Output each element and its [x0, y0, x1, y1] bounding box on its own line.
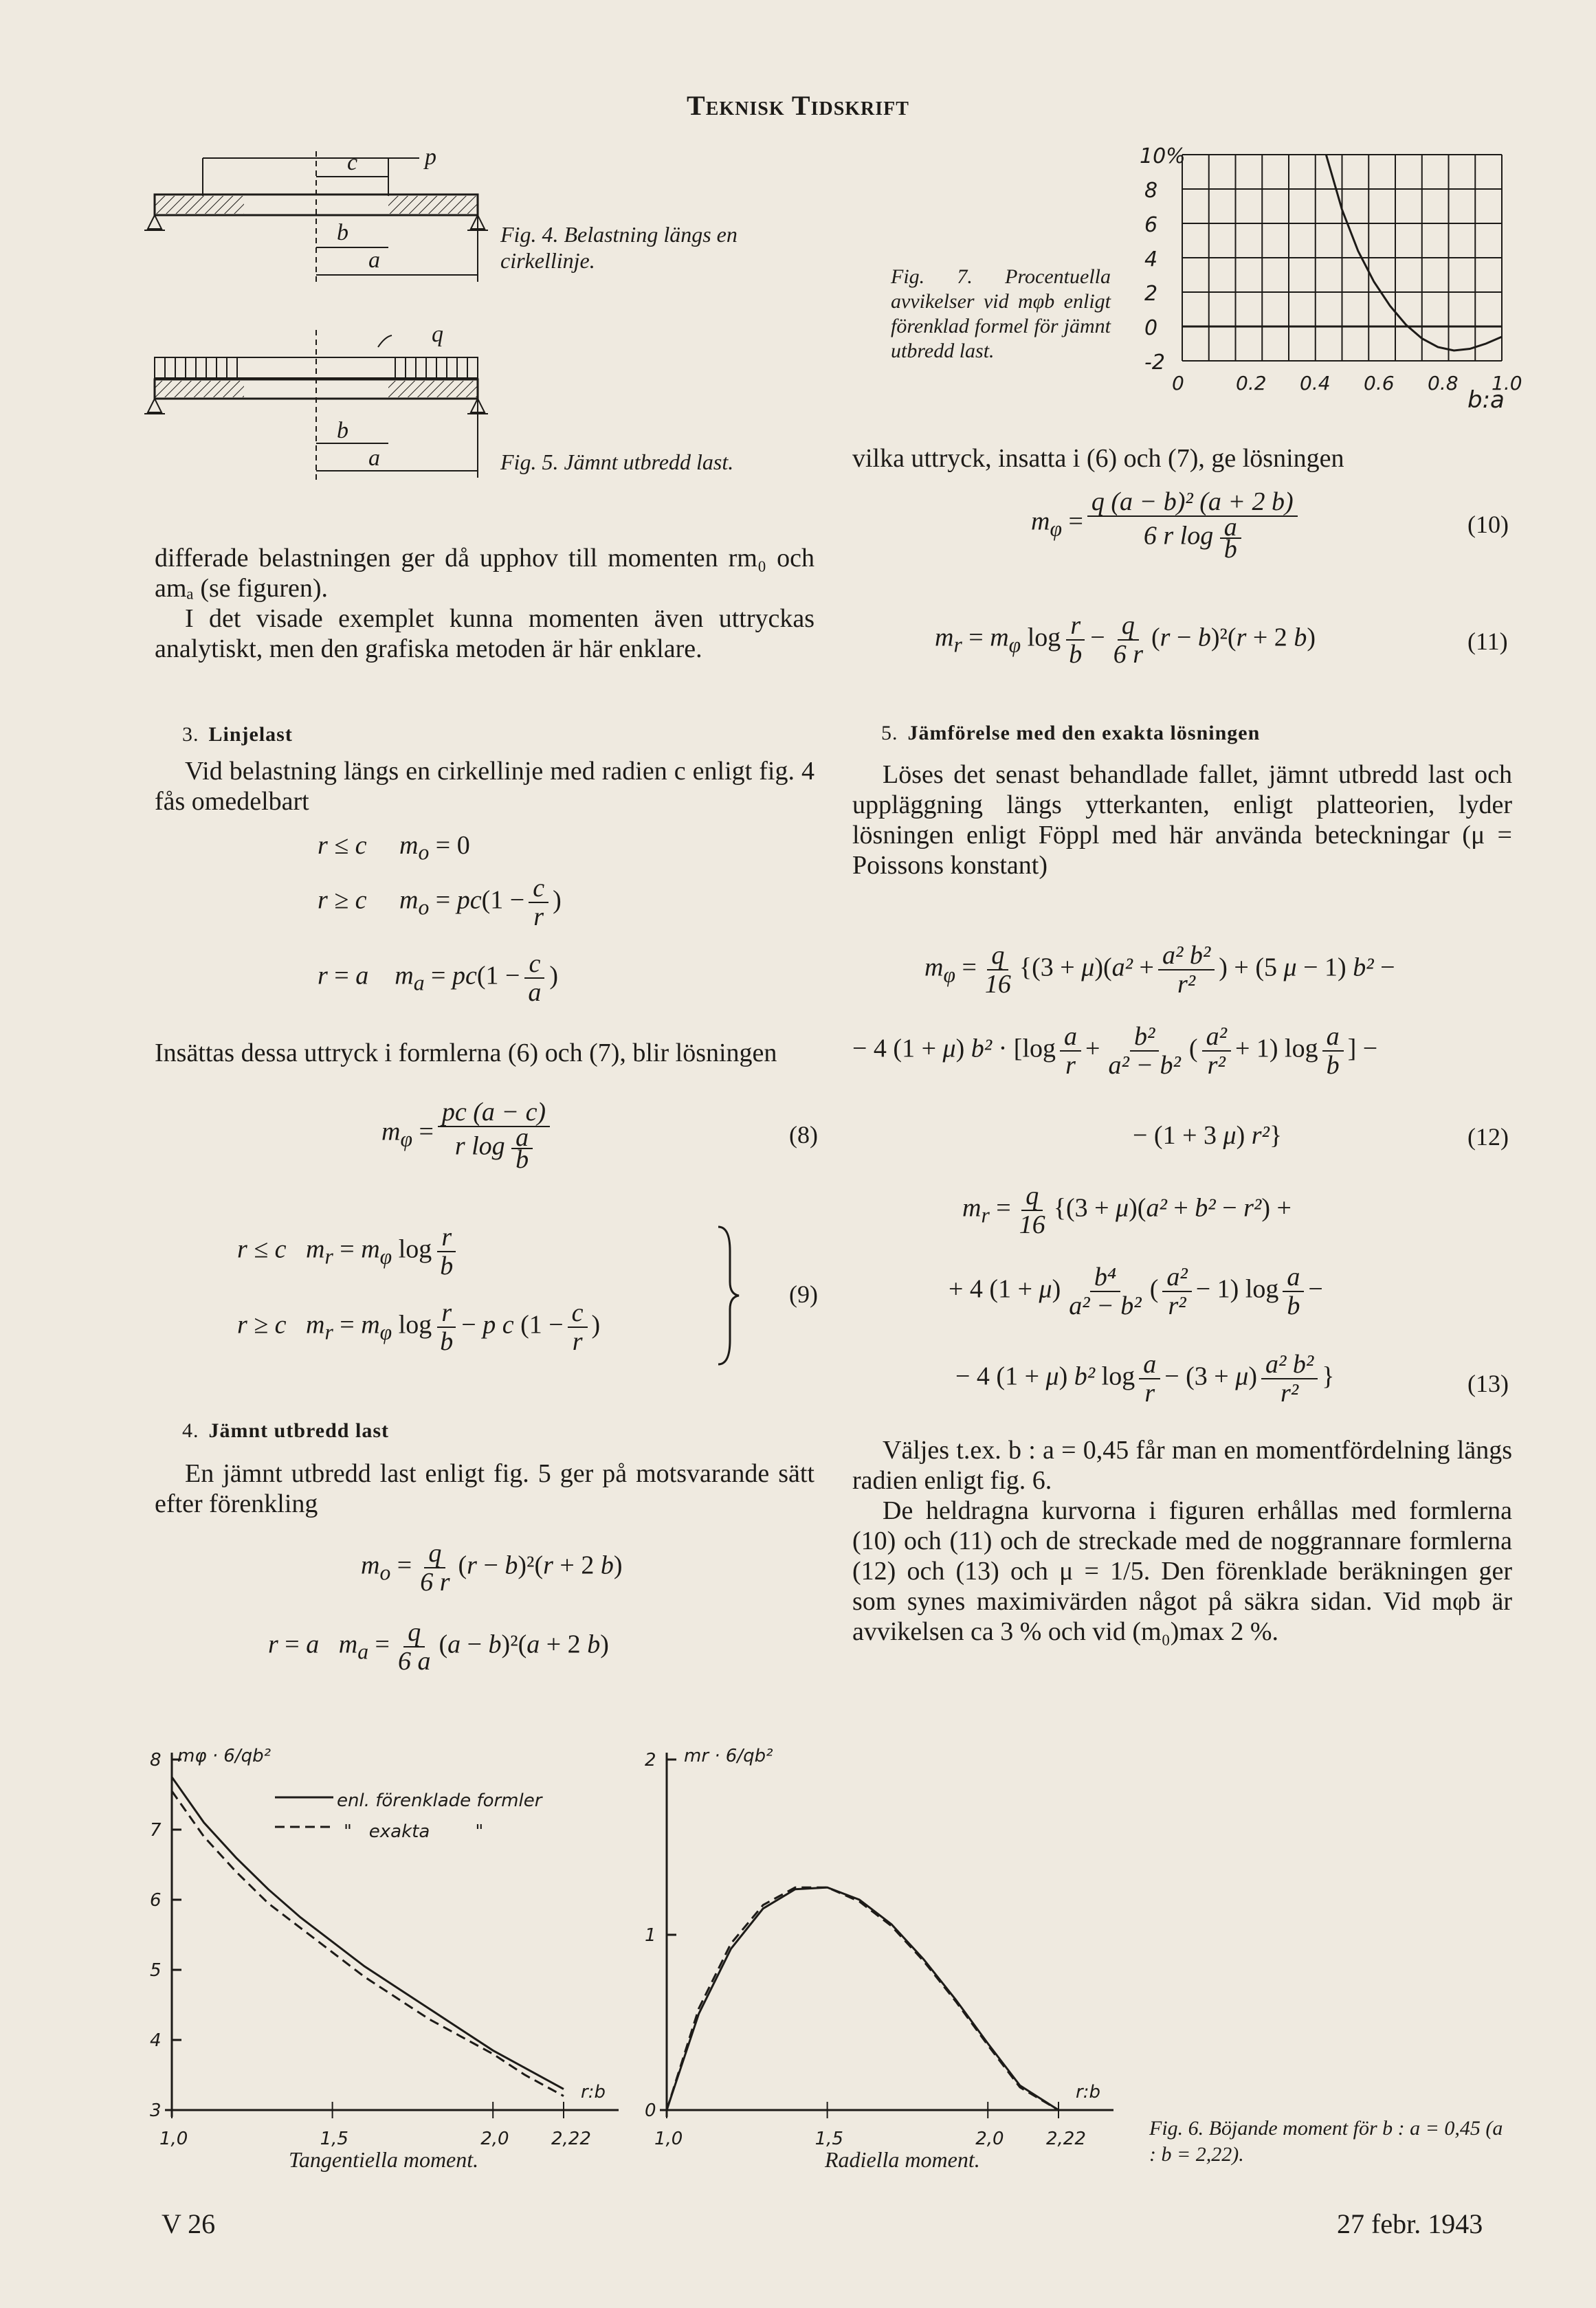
- section-5-title: Jämförelse med den exakta lösningen: [907, 722, 1261, 744]
- fig7-caption-num: Fig. 7.: [891, 265, 973, 288]
- fig6-left-y-tick: 6: [150, 1890, 162, 1911]
- fig6-right-title: Radiella moment.: [825, 2147, 980, 2172]
- journal-title: Teknisk Tidskrift: [687, 90, 909, 121]
- fig6-left-x-tick: 2,22: [551, 2129, 591, 2149]
- formula-11: $m_r = m_\varphi$ log $\frac{r}{b}$ − $\frac{q}{6 r}$ (r − b)²(r + 2 b): [935, 611, 1316, 669]
- formula-12-line-2: − 4 (1 + μ) b² · [log $\frac{a}{r}$ + $\frac{\text{b²}}{\text{a² − b²}}$ ( $\frac{\text{a²}}{\text{r²}}$ + 1) log $\frac{a}{b}$ ] −: [852, 1022, 1378, 1080]
- fig7-y-tick: 6: [1144, 213, 1158, 237]
- fig6-right-x-tick: 2,22: [1046, 2129, 1086, 2149]
- fig4-label-b: b: [337, 220, 348, 245]
- fig5-support-left: [148, 399, 162, 412]
- fig7-x-tick: 0.8: [1428, 372, 1459, 395]
- fig6-legend-dash-mark: ": [344, 1821, 352, 1842]
- fig6-left-title: Tangentiella moment.: [289, 2147, 479, 2172]
- fig7-x-tick: 0.2: [1236, 372, 1267, 395]
- formula-uniform-m0: $m_o$ = $\frac{q}{6 r}$ (r − b)²(r + 2 b): [361, 1539, 623, 1597]
- fig6-right-x-tick: 1,0: [654, 2129, 683, 2149]
- fig4-caption-text: Belastning längs en cirkellinje.: [500, 222, 738, 273]
- fig6-left-y-tick: 3: [150, 2100, 162, 2121]
- fig4-label-p: p: [425, 144, 436, 170]
- right-paragraph-3: Väljes t.ex. b : a = 0,45 får man en momentfördelning längs radien enligt fig. 6.: [852, 1436, 1512, 1495]
- fig4-caption: [500, 221, 823, 274]
- formula-line-load-2: r ≥ c $m_o = pc(1$ − $\frac{c}{r}$ ): [318, 874, 562, 931]
- fig4-label-a: a: [368, 247, 380, 273]
- formula-9-brace: [715, 1223, 742, 1368]
- fig7-caption: [891, 265, 1111, 364]
- issue-date: 27 febr. 1943: [1337, 2208, 1483, 2239]
- fig6-right-solid-curve: [667, 1887, 1059, 2110]
- formula-9a: r ≤ c $m_r = m_\varphi$ log $\frac{r}{b}$: [237, 1223, 461, 1280]
- fig4-support-left: [148, 215, 162, 229]
- formula-13-line-1: $m_r$ = $\frac{q}{16}$ {(3 + μ)(a² + b² − r²) +: [962, 1181, 1292, 1239]
- fig6-caption-num: Fig. 6.: [1149, 2117, 1204, 2140]
- fig6-caption-text: Böjande moment för b : a = 0,45 (a : b = 2,22).: [1149, 2117, 1503, 2166]
- fig6-legend-dashed: [344, 1821, 483, 1842]
- equation-number-10: (10): [1467, 511, 1509, 538]
- fig6-right-x-tick: 2,0: [975, 2129, 1004, 2149]
- fig6-legend-solid: enl. förenklade formler: [337, 1790, 542, 1811]
- formula-13-line-3: − 4 (1 + μ) b² log $\frac{a}{r}$ − (3 + μ) $\frac{\text{a² b²}}{\text{r²}}$ }: [955, 1350, 1335, 1408]
- fig7-x-tick: 0: [1172, 372, 1184, 395]
- fig5-label-a: a: [368, 445, 380, 471]
- fig5-label-q: q: [432, 322, 443, 347]
- fig5-caption-num: Fig. 5.: [500, 450, 559, 474]
- figure-4-diagram: [144, 144, 502, 292]
- right-paragraph-4: De heldragna kurvorna i figuren erhållas med formlerna (10) och (11) och de streckade med de noggrannare formlerna (12) och (13) och μ = 1/5. Den förenklade beräkningen ger som synes maximivärden något på säkra sidan. Vid mφb är avvikelsen ca 3 % och vid (m₀)max 2 %.: [852, 1496, 1512, 1646]
- left-paragraph-4: Insättas dessa uttryck i formlerna (6) och (7), blir lösningen: [155, 1039, 777, 1067]
- fig6-legend-dashed-text: exakta: [368, 1821, 430, 1842]
- fig6-caption: [1149, 2116, 1514, 2168]
- fig6-right-ylabel: mr · 6/qb²: [684, 1746, 773, 1766]
- fig7-y-tick: -2: [1144, 351, 1165, 375]
- formula-uniform-ma: r = a $m_a$ = $\frac{q}{6 a}$ (a − b)²(a + 2 b): [268, 1618, 609, 1676]
- fig6-left-ylabel: mφ · 6/qb²: [177, 1746, 271, 1766]
- figure-5-diagram: [144, 330, 502, 485]
- fig7-y-tick: 8: [1144, 179, 1158, 203]
- equation-number-9: (9): [789, 1280, 818, 1308]
- fig7-caption-text: Procentuella avvikelser vid mφb enligt förenklad formel för jämnt utbredd last.: [891, 265, 1111, 362]
- left-paragraph-3: Vid belastning längs en cirkellinje med radien c enligt fig. 4 fås omedelbart: [155, 757, 814, 816]
- formula-9b: r ≥ c $m_r = m_\varphi$ log $\frac{r}{b}$ − p c (1 − $\frac{c}{r}$ ): [237, 1298, 601, 1356]
- equation-number-11: (11): [1467, 628, 1508, 655]
- fig6-left-x-tick: 2,0: [480, 2129, 509, 2149]
- section-4-title: Jämnt utbredd last: [208, 1419, 389, 1442]
- section-3-title: Linjelast: [208, 723, 293, 746]
- fig6-right-x-label: r:b: [1076, 2082, 1100, 2102]
- section-4-heading: [182, 1419, 389, 1443]
- fig6-right-y-tick: 1: [645, 1925, 656, 1946]
- section-3-heading: [182, 723, 293, 746]
- fig7-x-tick: 0.6: [1364, 372, 1395, 395]
- figure-7-chart: [1127, 144, 1522, 419]
- fig4-label-c: c: [347, 150, 358, 175]
- right-paragraph-1: vilka uttryck, insatta i (6) och (7), ge lösningen: [852, 444, 1344, 473]
- fig6-legend-dash-end: ": [475, 1821, 484, 1842]
- formula-12-line-1: $m_\varphi$ = $\frac{q}{16}$ {(3 + μ)(a² + $\frac{\text{a² b²}}{\text{r²}}$ ) + (5 μ − 1) b² −: [924, 941, 1395, 999]
- section-5-heading: [881, 722, 1260, 745]
- fig4-caption-num: Fig. 4.: [500, 222, 559, 247]
- fig6-left-y-tick: 8: [150, 1750, 162, 1771]
- fig6-left-x-tick: 1,5: [320, 2129, 348, 2149]
- fig6-left-x-label: r:b: [581, 2082, 606, 2102]
- formula-12-line-3: − (1 + 3 μ) r²}: [1133, 1121, 1283, 1150]
- equation-number-8: (8): [789, 1121, 818, 1149]
- fig6-left-y-tick: 7: [150, 1820, 162, 1841]
- fig7-y-unit: 10%: [1140, 144, 1186, 168]
- fig7-x-tick: 1.0: [1492, 372, 1522, 395]
- fig7-y-tick: 0: [1144, 316, 1158, 340]
- fig5-caption: [500, 450, 733, 474]
- fig7-y-tick: 4: [1144, 247, 1158, 271]
- page-number: V 26: [162, 2208, 216, 2239]
- formula-10: $m_\varphi$ = q (a − b)² (a + 2 b) 6 r log $\frac{a}{b}$: [1031, 488, 1302, 559]
- left-paragraph-2: I det visade exemplet kunna momenten även uttryckas analytiskt, men den grafiska metoden är här enklare.: [155, 604, 814, 663]
- equation-number-13: (13): [1467, 1370, 1509, 1397]
- fig6-left-y-tick: 4: [150, 2030, 162, 2051]
- left-paragraph-1: differade belastningen ger då upphov till momenten rm₀ och amₐ (se figuren).: [155, 544, 814, 603]
- formula-line-load-3: r = a $m_a = pc(1$ − $\frac{c}{a}$ ): [318, 949, 559, 1007]
- right-paragraph-2: Löses det senast behandlade fallet, jämnt utbredd last och uppläggning längs ytterkanten, enligt platteorien, lyder lösningen enligt Föppl med här använda beteckningar (μ = Poissons konstant): [852, 760, 1512, 880]
- fig7-x-label: b:a: [1467, 386, 1505, 414]
- fig6-right-dashed-curve: [667, 1887, 1059, 2110]
- formula-13-line-2: + 4 (1 + μ) $\frac{\text{b⁴}}{\text{a² − b²}}$ ( $\frac{\text{a²}}{\text{r²}}$ − 1) log $\frac{a}{b}$ −: [949, 1263, 1323, 1320]
- section-3-number: 3.: [182, 723, 199, 746]
- fig5-label-b: b: [337, 418, 348, 443]
- fig6-right-x-tick: 1,5: [814, 2129, 843, 2149]
- fig6-right-y-tick: 0: [645, 2100, 656, 2121]
- equation-number-12: (12): [1467, 1123, 1509, 1151]
- fig6-left-y-tick: 5: [150, 1960, 162, 1981]
- formula-8: $m_\varphi$ = pc (a − c) r log $\frac{a}{b}$: [381, 1098, 554, 1170]
- formula-line-load-1: r ≤ c $m_o = 0$: [318, 831, 470, 865]
- section-5-number: 5.: [881, 722, 898, 744]
- fig5-caption-text: Jämnt utbredd last.: [564, 450, 734, 474]
- fig6-right-y-tick: 2: [645, 1750, 656, 1771]
- fig7-y-tick: 2: [1144, 282, 1158, 306]
- section-4-number: 4.: [182, 1419, 199, 1442]
- fig7-x-tick: 0.4: [1300, 372, 1331, 395]
- fig6-left-x-tick: 1,0: [159, 2129, 188, 2149]
- left-paragraph-5: En jämnt utbredd last enligt fig. 5 ger på motsvarande sätt efter förenkling: [155, 1459, 814, 1518]
